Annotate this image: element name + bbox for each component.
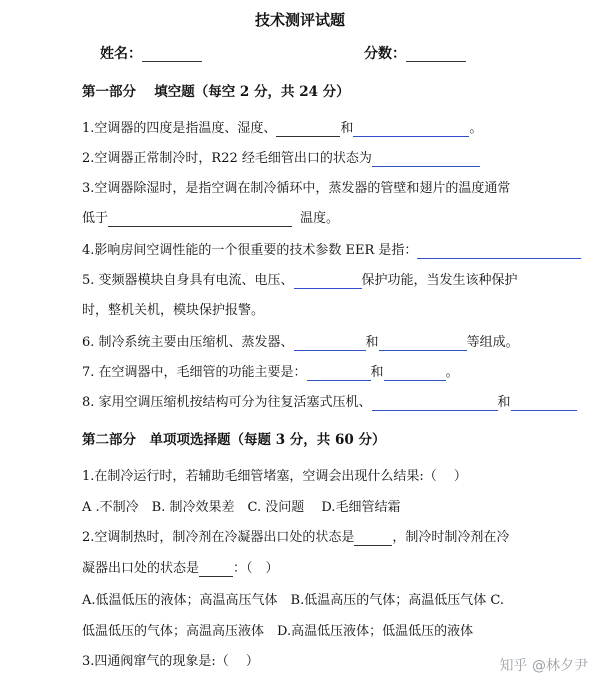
q1-text-b: 和	[340, 121, 354, 136]
q8-text-b: 和	[497, 395, 511, 410]
score-label: 分数：	[364, 46, 406, 62]
name-blank	[142, 49, 202, 62]
p2q2-text-c: 凝器出口处的状态是	[82, 561, 200, 576]
q7-text-a: 7. 在空调器中，毛细管的功能主要是：	[82, 365, 307, 380]
part1-q8	[82, 395, 577, 411]
q6-text-a: 6. 制冷系统主要由压缩机、蒸发器、	[82, 335, 294, 350]
page-title: 技术测评试题	[254, 11, 345, 29]
score-blank	[406, 49, 466, 62]
p2q2-text-b: ，制冷时制冷剂在冷	[392, 530, 510, 545]
q1-blank-2	[353, 124, 469, 137]
part2-q2-options-line2: 低温低压的气体；高温高压液体 D.高温低压液体；低温低压的液体	[82, 624, 474, 639]
part2-q2-line1	[82, 530, 509, 546]
part2-q1-options: A .不制冷 B. 制冷效果差 C. 没问题 D.毛细管结霜	[82, 500, 401, 515]
q7-blank-1	[307, 368, 371, 381]
watermark	[500, 655, 588, 675]
part2-q1: 1.在制冷运行时，若辅助毛细管堵塞，空调会出现什么结果:（ ）	[82, 469, 467, 484]
q3-text-b: 温度。	[300, 211, 340, 226]
p2q2-blank-1	[354, 533, 392, 546]
part2-q2-line2	[82, 561, 279, 577]
q6-blank-1	[294, 338, 366, 351]
q4-blank	[417, 246, 581, 259]
q3-text-a: 低于	[82, 211, 109, 226]
part1-q4	[82, 243, 581, 259]
q5-blank	[294, 276, 362, 289]
p2q2-blank-2	[199, 564, 233, 577]
q5-text-b: 保护功能，当发生该种保护	[361, 273, 518, 288]
q1-text-c: 。	[469, 121, 483, 136]
q2-blank	[372, 154, 480, 167]
part1-q1	[82, 121, 482, 137]
q8-blank-1	[372, 398, 498, 411]
name-label: 姓名：	[100, 46, 142, 62]
q6-text-c: 等组成。	[466, 335, 519, 350]
part2-q2-options-line1: A.低温低压的液体；高温高压气体 B.低温高压的气体；高温低压气体 C.	[82, 593, 504, 608]
q8-blank-2	[511, 398, 577, 411]
q7-blank-2	[384, 368, 446, 381]
q2-text-a: 2.空调器正常制冷时，R22 经毛细管出口的状态为	[82, 151, 372, 166]
part1-q3-line2	[82, 211, 339, 227]
part1-q6	[82, 335, 519, 351]
q5-text-a: 5. 变频器模块自身具有电流、电压、	[82, 273, 294, 288]
p2q2-text-d: ：（ ）	[233, 561, 279, 576]
score-field	[364, 46, 466, 62]
part1-q3-line1: 3.空调器除湿时，是指空调在制冷循环中，蒸发器的管壁和翅片的温度通常	[82, 181, 511, 196]
part2-q3: 3.四通阀窜气的现象是:（ ）	[82, 654, 259, 669]
q4-text-a: 4.影响房间空调性能的一个很重要的技术参数 EER 是指：	[82, 243, 418, 258]
part2-heading: 第二部分 单项项选择题（每题 3 分，共 60 分）	[82, 432, 386, 448]
q6-text-b: 和	[365, 335, 379, 350]
watermark-text: 知乎 @林夕尹	[499, 658, 588, 674]
part1-q5-line2: 时，整机关机，模块保护报警。	[82, 303, 265, 318]
q7-text-b: 和	[370, 365, 384, 380]
q7-text-c: 。	[445, 365, 459, 380]
q3-blank	[108, 214, 292, 227]
part1-heading: 第一部分 填空题（每空 2 分，共 24 分）	[82, 84, 350, 100]
q8-text-a: 8. 家用空调压缩机按结构可分为往复活塞式压机、	[82, 395, 372, 410]
name-field	[100, 46, 202, 62]
q6-blank-2	[379, 338, 467, 351]
part1-q7	[82, 365, 459, 381]
part1-q2	[82, 151, 480, 167]
p2q2-text-a: 2.空调制热时，制冷剂在冷凝器出口处的状态是	[82, 530, 355, 545]
q1-text-a: 1.空调器的四度是指温度、湿度、	[82, 121, 277, 136]
q1-blank-1	[276, 124, 340, 137]
part1-q5-line1	[82, 273, 518, 289]
